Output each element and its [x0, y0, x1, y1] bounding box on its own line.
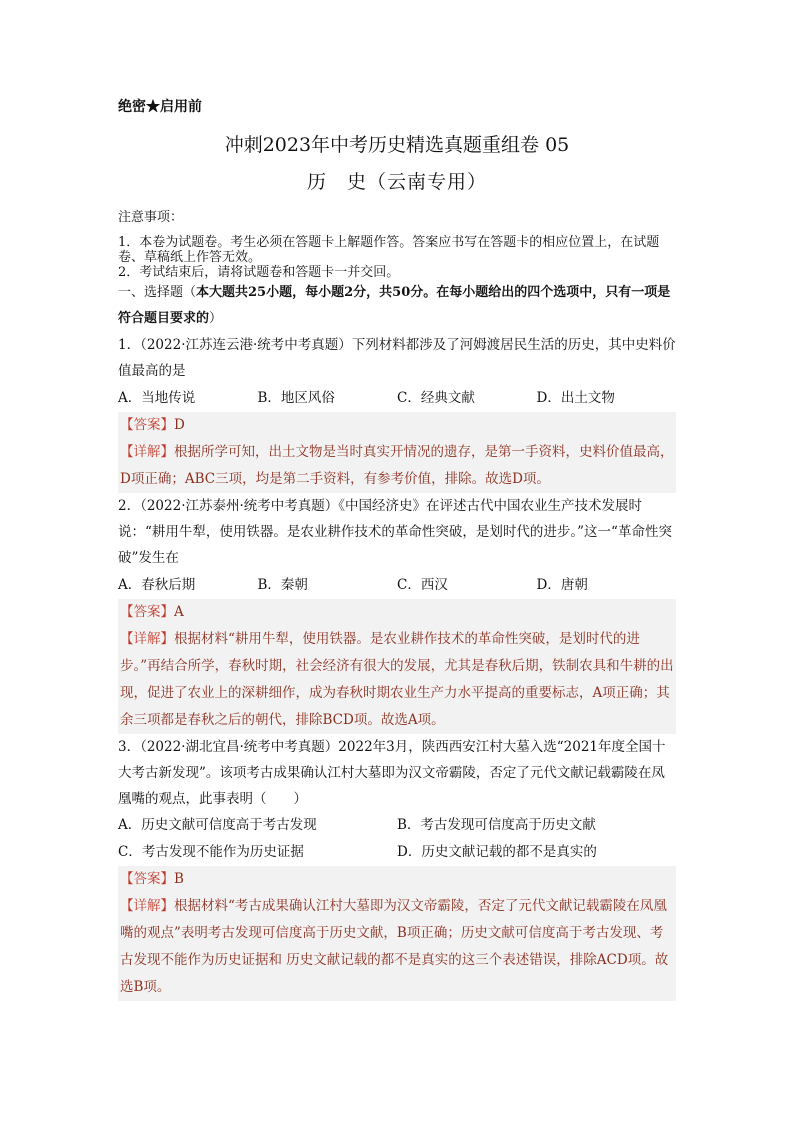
answer-line: 【答案】B: [120, 871, 184, 887]
explanation: 【详解】根据材料“考古成果确认江村大墓即为汉文帝霸陵，否定了元代文献记载霸陵在凤凰嘴的观点”表明考古发现可信度高于历史文献，B项正确；历史文献可信度高于考古发现、考古发现不能作为历史证据和 历史文献记载的都不是真实的这三个表述错误，排除ACD项。故选B项。: [120, 898, 669, 995]
option: B．秦朝: [257, 577, 308, 593]
option: A．历史文献可信度高于考古发现: [118, 817, 317, 833]
option: D．历史文献记载的都不是真实的: [397, 844, 597, 860]
option: B．考古发现可信度高于历史文献: [397, 817, 596, 833]
question-2: 2．（2022·江苏泰州·统考中考真题）《中国经济史》在评述古代中国农业生产技术发展时说：“耕用牛犁，使用铁器。是农业耕作技术的革命性突破，是划时代的进步。”这一“革命性突破”发生在: [118, 498, 672, 566]
answer-block-1: [118, 412, 676, 493]
question-2-options: [118, 571, 676, 599]
explanation: 【详解】根据所学可知，出土文物是当时真实开情况的遗存，是第一手资料，史料价值最高，D项正确；ABC三项，均是第二手资料，有参考价值，排除。故选D项。: [120, 444, 674, 487]
option: B．地区风俗: [257, 390, 335, 406]
note-1: 1．本卷为试题卷。考生必须在答题卡上解题作答。答案应书写在答题卡的相应位置上，在试题卷、草稿纸上作答无效。: [118, 235, 660, 265]
confidential-label: 绝密★启用前: [118, 99, 202, 115]
page-title: 冲刺2023年中考历史精选真题重组卷 05: [224, 134, 570, 156]
question-3: 3．（2022·湖北宜昌·统考中考真题）2022年3月，陕西西安江村大墓入选“2021年度全国十大考古新发现”。该项考古成果确认江村大墓即为汉文帝霸陵，否定了元代文献记载霸陵在凤凰嘴的观点，此事表明（ ）: [118, 739, 666, 807]
explanation: 【详解】根据材料“耕用牛犁，使用铁器。是农业耕作技术的革命性突破，是划时代的进步。”再结合所学，春秋时期，社会经济有很大的发展，尤其是春秋后期，铁制农具和牛耕的出现，促进了农业上的深耕细作，成为春秋时期农业生产力水平提高的重要标志，A项正确；其余三项都是春秋之后的朝代，排除BCD项。故选A项。: [120, 631, 674, 728]
option: C．西汉: [397, 577, 448, 593]
question-3-options: [118, 812, 676, 866]
answer-block-3: [118, 866, 676, 1001]
option: D．唐朝: [536, 577, 588, 593]
page-content: [118, 96, 676, 1001]
answer-line: 【答案】D: [120, 417, 185, 433]
note-2: 2．考试结束后，请将试题卷和答题卡一并交回。: [118, 265, 400, 280]
option: A．当地传说: [118, 390, 196, 406]
option: A．春秋后期: [118, 577, 196, 593]
question-1-options: [118, 384, 676, 412]
notes-heading: 注意事项：: [118, 210, 184, 225]
option: D．出土文物: [536, 390, 615, 406]
section-heading: 一、选择题（本大题共25小题，每小题2分，共50分。在每小题给出的四个选项中，只有一项是符合题目要求的）: [118, 285, 671, 326]
answer-block-2: [118, 599, 676, 734]
option: C．考古发现不能作为历史证据: [118, 844, 304, 860]
page-subtitle: 历 史（云南专用）: [306, 171, 487, 193]
answer-line: 【答案】A: [120, 604, 184, 620]
question-1: 1．（2022·江苏连云港·统考中考真题）下列材料都涉及了河姆渡居民生活的历史，其中史料价值最高的是: [118, 337, 676, 379]
option: C．经典文献: [397, 390, 475, 406]
